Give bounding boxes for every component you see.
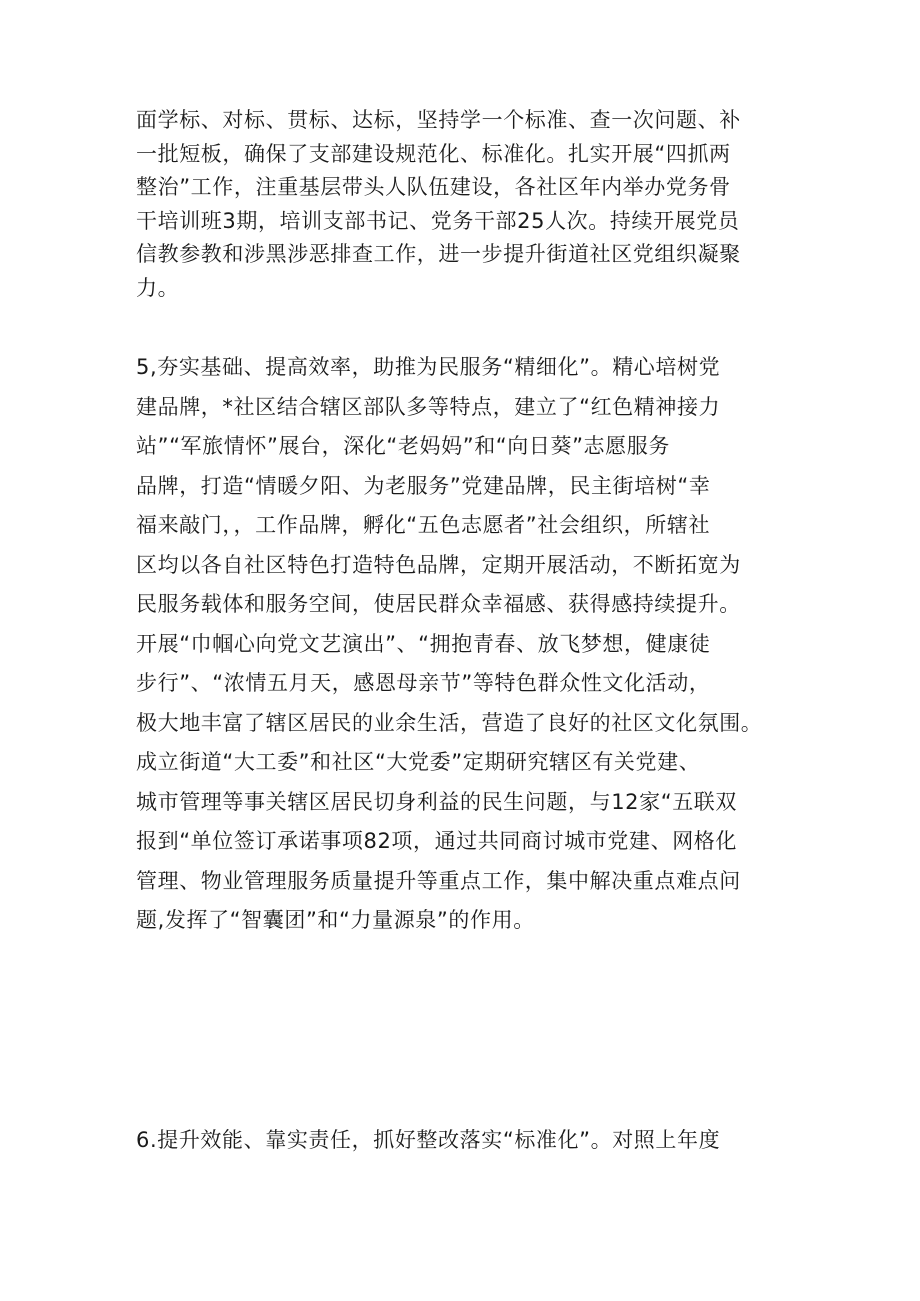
text-line: 管理、物业管理服务质量提升等重点工作，集中解决重点难点问 (136, 868, 741, 893)
paragraph-6-rectification (136, 1121, 796, 1161)
text-line: 品牌，打造“情暖夕阳、为老服务”党建品牌，民主街培树“幸 (136, 473, 711, 498)
text-line: 城市管理等事关辖区居民切身利益的民生问题，与12家“五联双 (136, 789, 737, 814)
text-line: 题,发挥了“智囊团”和“力量源泉”的作用。 (136, 908, 535, 932)
paragraph-party-building-standards (136, 104, 796, 305)
text-line: 区均以各自社区特色打造特色品牌，定期开展活动，不断拓宽为 (136, 552, 741, 577)
text-line: 报到“单位签订承诺事项82项，通过共同商讨城市党建、网格化 (136, 829, 737, 853)
text-line: 开展“巾帼心向党文艺演出”、“拥抱青春、放飞梦想，健康徒 (136, 631, 711, 656)
text-line: 成立街道“大工委”和社区“大党委”定期研究辖区有关党建、 (136, 750, 701, 774)
text-line: 站”“军旅情怀”展台，深化“老妈妈”和“向日葵”志愿服务 (136, 434, 670, 458)
text-line: 力。 (136, 275, 180, 300)
text-line: 面学标、对标、贯标、达标，坚持学一个标准、查一次问题、补 (136, 108, 741, 132)
text-line: 整治”工作，注重基层带头人队伍建设，各社区年内举办党务骨 (136, 175, 731, 199)
text-line: 建品牌，*社区结合辖区部队多等特点，建立了“红色精神接力 (136, 394, 721, 419)
text-line: 信教参教和涉黑涉恶排查工作，进一步提升街道社区党组织凝聚 (136, 242, 741, 266)
text-line: 极大地丰富了辖区居民的业余生活，营造了良好的社区文化氛围。 (136, 710, 763, 735)
text-line: 步行”、“浓情五月天，感恩母亲节”等特色群众性文化活动， (136, 671, 711, 695)
text-line: 干培训班3期，培训支部书记、党务干部25人次。持续开展党员 (136, 208, 740, 233)
text-line: 民服务载体和服务空间，使居民群众幸福感、获得感持续提升。 (136, 592, 741, 616)
text-line: 6.提升效能、靠实责任，抓好整改落实“标准化”。对照上年度 (136, 1128, 721, 1152)
text-line: 5,夯实基础、提高效率，助推为民服务“精细化”。精心培树党 (136, 355, 721, 379)
text-line: 福来敲门，，工作品牌，孵化“五色志愿者”社会组织，所辖社 (136, 513, 711, 537)
text-line: 一批短板，确保了支部建设规范化、标准化。扎实开展“四抓两 (136, 141, 731, 166)
paragraph-5-service-refinement (136, 348, 796, 941)
